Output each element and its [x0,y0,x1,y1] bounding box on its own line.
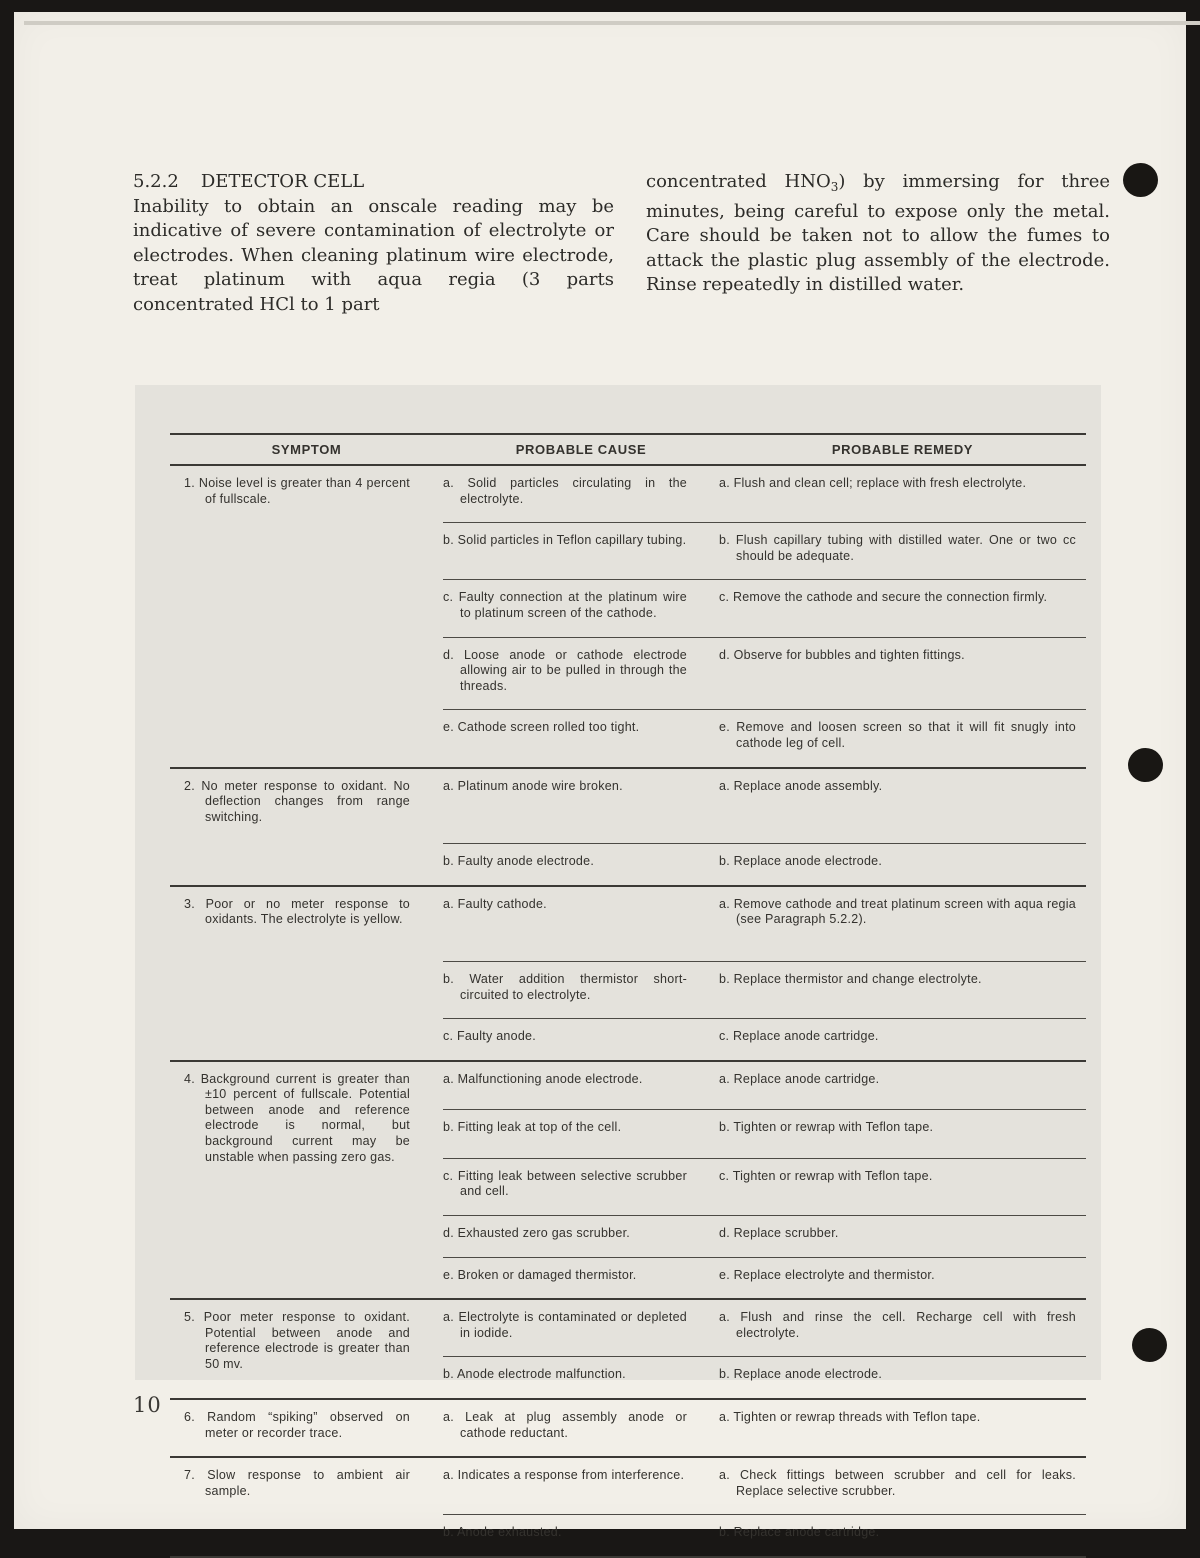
cause-remedy-group [443,1458,1086,1556]
remedy-text: e. Replace electrolyte and thermistor. [719,1267,935,1282]
cause-remedy-row [443,466,1086,522]
cause-text: e. Broken or damaged thermistor. [443,1267,637,1282]
symptom-text: 4. Background current is greater than ±10 percent of fullscale. Potential between anode and reference electrode is normal, but background current may be unstable when passing zero gas. [184,1071,410,1164]
symptom-text: 5. Poor meter response to oxidant. Potential between anode and reference electrode is greater than 50 mv. [184,1310,410,1372]
remedy-cell [719,1515,1086,1556]
cause-cell [443,1216,719,1257]
table-section [170,885,1086,1060]
cause-text: b. Faulty anode electrode. [443,854,595,869]
cause-text: a. Leak at plug assembly anode or cathode reductant. [443,1410,687,1440]
remedy-text: b. Replace anode cartridge. [719,1525,880,1540]
cause-cell [443,1258,719,1299]
cause-remedy-row [443,1109,1086,1158]
cause-cell [443,1300,719,1356]
remedy-cell [719,1216,1086,1257]
cause-remedy-row [443,709,1086,766]
symptom-cell [170,466,443,767]
cause-remedy-group [443,1300,1086,1398]
symptom-cell [170,1458,443,1556]
cause-cell [443,523,719,579]
cause-cell [443,1357,719,1398]
remedy-text: c. Remove the cathode and secure the connection firmly. [719,590,1048,605]
cause-cell [443,638,719,710]
remedy-text: c. Replace anode cartridge. [719,1029,879,1044]
cause-text: a. Platinum anode wire broken. [443,778,623,793]
symptom-text: 6. Random “spiking” observed on meter or recorder trace. [184,1410,410,1440]
cause-remedy-row [443,1018,1086,1060]
cause-remedy-group [443,1400,1086,1456]
cause-remedy-row [443,1514,1086,1556]
table-header-row [170,433,1086,466]
cause-text: d. Loose anode or cathode electrode allowing air to be pulled in through the threads. [443,647,687,693]
remedy-cell [719,844,1086,885]
remedy-text: a. Remove cathode and treat platinum screen with aqua regia (see Paragraph 5.2.2). [719,896,1076,927]
remedy-text: a. Flush and clean cell; replace with fresh electrolyte. [719,476,1027,490]
header-probable-cause: PROBABLE CAUSE [515,441,647,457]
remedy-cell [719,580,1086,636]
table-section [170,1060,1086,1299]
cause-text: b. Fitting leak at top of the cell. [443,1120,622,1135]
symptom-text: 1. Noise level is greater than 4 percent of fullscale. [184,476,410,506]
cause-remedy-row [443,1458,1086,1514]
remedy-cell [719,769,1086,810]
remedy-cell [719,710,1086,766]
symptom-cell [170,1400,443,1456]
cause-text: d. Exhausted zero gas scrubber. [443,1226,631,1241]
cause-remedy-row [443,1356,1086,1398]
cause-text: b. Water addition thermistor short-circuited to electrolyte. [443,971,687,1002]
remedy-cell [719,1458,1086,1514]
remedy-cell [719,1300,1086,1356]
remedy-cell [719,1159,1086,1215]
cause-remedy-row [443,1215,1086,1257]
remedy-text: a. Tighten or rewrap threads with Teflon tape. [719,1410,981,1425]
cause-text: c. Faulty anode. [443,1029,536,1044]
remedy-cell [719,887,1086,943]
cause-text: e. Cathode screen rolled too tight. [443,720,640,735]
cause-cell [443,1515,719,1556]
cause-text: b. Anode exhausted. [443,1525,562,1540]
remedy-text: b. Replace thermistor and change electrolyte. [719,971,982,986]
remedy-cell [719,1019,1086,1060]
chemical-subscript: 3 [830,180,839,194]
section-title: DETECTOR CELL [200,171,365,192]
remedy-cell [719,638,1086,710]
cause-remedy-row [443,579,1086,636]
remedy-text: b. Tighten or rewrap with Teflon tape. [719,1120,934,1135]
troubleshooting-table-body [170,466,1086,1556]
cause-text: a. Solid particles circulating in the electrolyte. [443,476,687,506]
cause-remedy-row [443,1400,1086,1456]
remedy-cell [719,523,1086,579]
punch-hole-icon [1123,163,1158,197]
remedy-text: d. Observe for bubbles and tighten fittings. [719,647,965,662]
cause-cell [443,1062,719,1103]
table-section [170,1456,1086,1556]
remedy-text: a. Replace anode assembly. [719,778,883,793]
cause-remedy-row [443,843,1086,885]
cause-text: a. Malfunctioning anode electrode. [443,1071,643,1086]
table-section [170,1298,1086,1398]
cause-remedy-row [443,1257,1086,1299]
symptom-cell [170,1062,443,1299]
remedy-text: a. Check fittings between scrubber and cell for leaks. Replace selective scrubber. [719,1468,1076,1498]
punch-hole-icon [1132,1328,1167,1362]
remedy-text: b. Replace anode electrode. [719,1367,883,1382]
punch-hole-icon [1128,748,1163,782]
cause-remedy-row [443,1300,1086,1356]
cause-remedy-group [443,887,1086,1060]
cause-remedy-row [443,769,1086,844]
remedy-text: b. Flush capillary tubing with distilled water. One or two cc should be adequate. [719,533,1076,563]
remedy-cell [719,466,1086,522]
symptom-cell [170,769,443,885]
cause-remedy-row [443,1158,1086,1215]
scanned-page [14,12,1186,1540]
symptom-text: 7. Slow response to ambient air sample. [184,1468,410,1498]
symptom-cell [170,887,443,1060]
intro-left-paragraph: Inability to obtain an onscale reading may be indicative of severe contamination of electrolyte or electrodes. When cleaning platinum wire electrode, treat platinum with aqua regia (3 parts concentrated HCl to 1 part [133,195,614,315]
remedy-text: d. Replace scrubber. [719,1226,839,1241]
remedy-cell [719,1062,1086,1103]
intro-right-paragraph-post: ) by immersing for three minutes, being careful to expose only the metal. Care should be taken not to allow the fumes to attack the plastic plug assembly of the electrode. Rinse repeatedly in distilled water. [646,171,1110,296]
cause-cell [443,466,719,522]
cause-cell [443,844,719,885]
remedy-text: c. Tighten or rewrap with Teflon tape. [719,1168,933,1183]
remedy-cell [719,1400,1086,1456]
remedy-cell [719,962,1086,1018]
cause-text: c. Faulty connection at the platinum wire to platinum screen of the cathode. [443,590,687,620]
remedy-text: a. Flush and rinse the cell. Recharge cell with fresh electrolyte. [719,1310,1076,1340]
cause-cell [443,710,719,766]
cause-remedy-group [443,1062,1086,1299]
cause-remedy-row [443,522,1086,579]
intro-right-column [646,170,1110,298]
symptom-text: 2. No meter response to oxidant. No deflection changes from range switching. [184,778,410,824]
remedy-cell [719,1110,1086,1151]
cause-cell [443,1110,719,1151]
cause-remedy-row [443,637,1086,710]
table-section [170,767,1086,885]
intro-right-paragraph-pre: concentrated HNO [646,171,831,192]
cause-cell [443,580,719,636]
cause-cell [443,1019,719,1060]
troubleshooting-table [170,433,1086,1558]
intro-left-column [133,170,614,318]
cause-cell [443,887,719,943]
cause-cell [443,1458,719,1514]
cause-remedy-row [443,961,1086,1018]
cause-cell [443,1400,719,1456]
symptom-cell [170,1300,443,1398]
cause-remedy-group [443,769,1086,885]
page-number: 10 [133,1393,162,1417]
remedy-text: a. Replace anode cartridge. [719,1071,880,1086]
table-section [170,466,1086,767]
cause-remedy-row [443,887,1086,961]
table-section [170,1398,1086,1456]
cause-text: c. Fitting leak between selective scrubber and cell. [443,1168,687,1199]
header-probable-remedy: PROBABLE REMEDY [831,441,974,457]
paper-edge [24,21,1200,25]
section-number: 5.2.2 [133,171,179,192]
header-symptom: SYMPTOM [271,441,342,457]
remedy-cell [719,1258,1086,1299]
troubleshooting-panel [135,385,1101,1540]
cause-cell [443,962,719,1018]
cause-text: b. Anode electrode malfunction. [443,1367,626,1382]
cause-remedy-row [443,1062,1086,1110]
cause-cell [443,769,719,810]
remedy-text: b. Replace anode electrode. [719,854,883,869]
section-heading [133,170,614,195]
cause-text: b. Solid particles in Teflon capillary tubing. [443,533,687,548]
cause-cell [443,1159,719,1215]
cause-text: a. Electrolyte is contaminated or depleted in iodide. [443,1310,687,1340]
remedy-cell [719,1357,1086,1398]
remedy-text: e. Remove and loosen screen so that it will fit snugly into cathode leg of cell. [719,720,1076,750]
symptom-text: 3. Poor or no meter response to oxidants. The electrolyte is yellow. [184,896,410,927]
cause-text: a. Indicates a response from interference. [443,1468,685,1483]
cause-remedy-group [443,466,1086,767]
cause-text: a. Faulty cathode. [443,896,547,911]
